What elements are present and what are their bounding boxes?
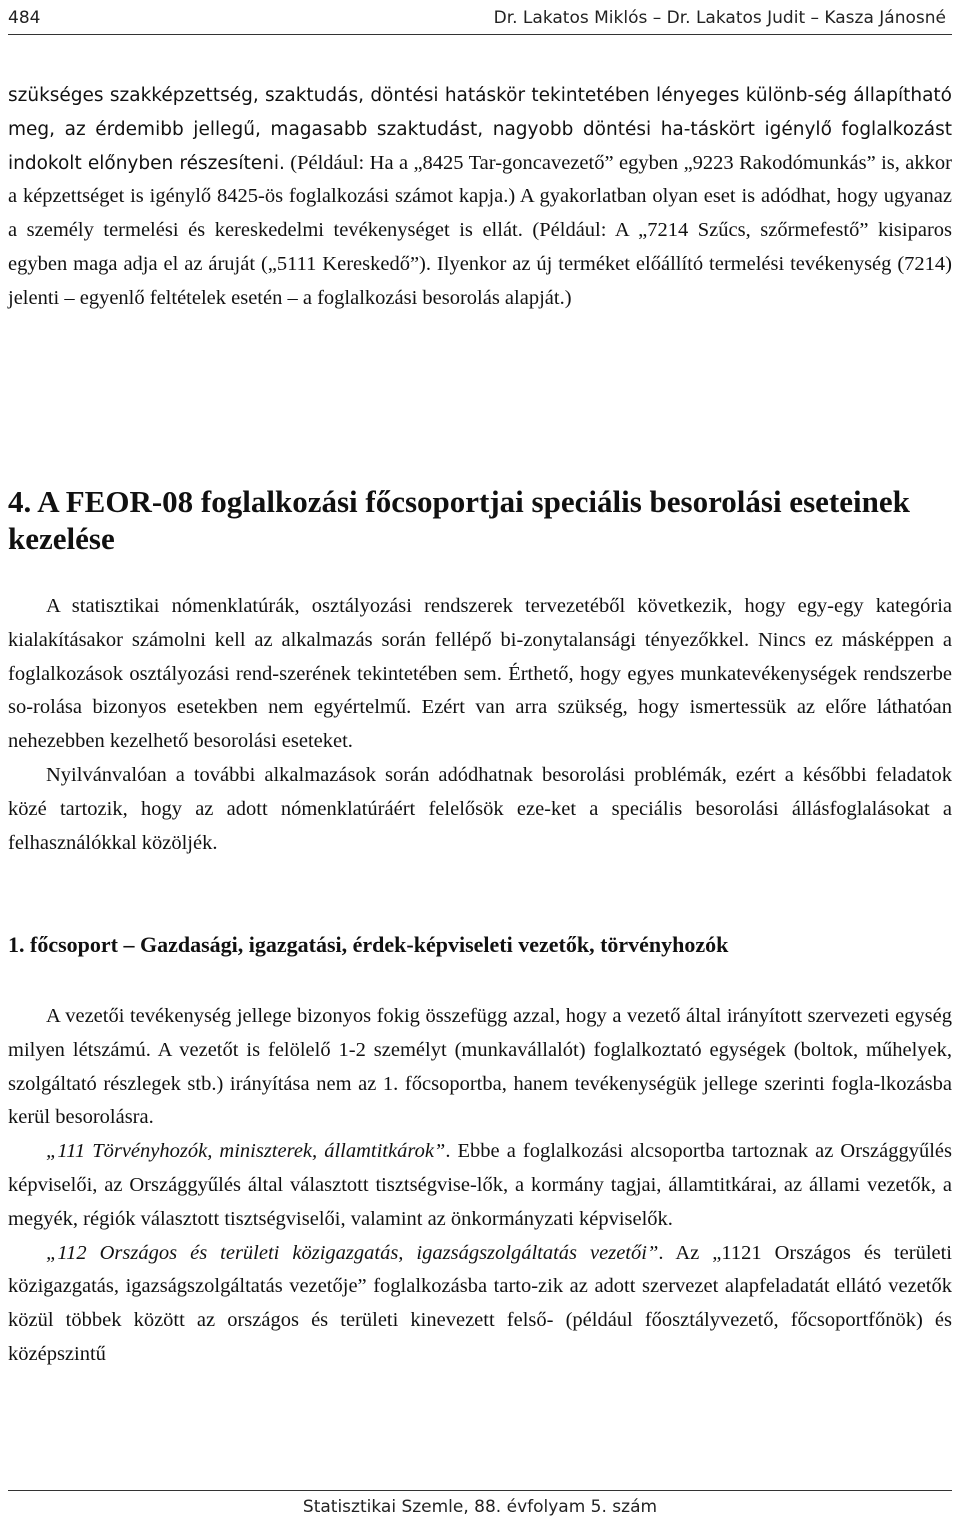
running-head-authors: Dr. Lakatos Miklós – Dr. Lakatos Judit – Kasza Jánosné — [493, 8, 946, 28]
intro-paragraph — [8, 79, 952, 316]
subgroup-112-text: . Az „1121 Országos és területi közigazgatás, igazságszolgáltatás vezetője” foglalkozásba tarto-zik az adott szervezet alapfeladatát ellátó vezetők közül többek között az országos és területi kinevezett felső- (például főosztályvezető, főcsoportfőnök) és középszintű — [8, 1241, 952, 1365]
subgroup-112-title: „112 Országos és területi közigazgatás, igazságszolgáltatás vezetői” — [46, 1241, 659, 1264]
group-1-body — [8, 1000, 952, 1372]
section-heading: 4. A FEOR-08 foglalkozási főcsoportjai speciális besorolási eseteinek kezelése — [8, 484, 910, 556]
group-1-paragraph-1: A vezetői tevékenység jellege bizonyos fokig összefügg azzal, hogy a vezető által irányított szervezeti egység milyen létszámú. A vezetőt is felölelő 1-2 személyt (munkavállalót) foglalkoztató egységek (boltok, műhelyek, szolgáltató részlegek stb.) irányítása nem az 1. főcsoportba, hanem tevékenységük jellege szerinti fogla-lkozásba kerül besorolásra. — [8, 1005, 952, 1129]
section-paragraph-2: Nyilvánvalóan a további alkalmazások során adódhatnak besorolási problémák, ezért a későbbi feladatok közé tartozik, hogy az adott nómenklatúráért felelősök eze-ket a speciális besorolási állásfoglalásokat a felhasználókkal közöljék. — [8, 763, 952, 854]
group-1-paragraph-3 — [8, 1237, 952, 1372]
section-body — [8, 590, 952, 860]
header-divider — [8, 34, 952, 35]
group-1-paragraph-2 — [8, 1135, 952, 1236]
group-1-heading: 1. főcsoport – Gazdasági, igazgatási, érdek-képviseleti vezetők, törvényhozók — [8, 932, 729, 957]
page-header — [8, 4, 952, 36]
intro-sans-text: szükséges szakképzettség, szaktudás, döntési hatáskör tekintetében lényeges különb-ség állapítható meg, az érdemibb jellegű, magasabb szaktudást, nagyobb döntési ha-táskört igénylő foglalkozást indokolt előnyben részesíteni. — [8, 85, 952, 174]
journal-footer: Statisztikai Szemle, 88. évfolyam 5. szám — [302, 1497, 658, 1517]
subgroup-111-title: „111 Törvényhozók, miniszterek, államtitkárok” — [46, 1140, 446, 1163]
footer-divider — [8, 1490, 952, 1491]
section-paragraph-1: A statisztikai nómenklatúrák, osztályozási rendszerek tervezetéből következik, hogy egy-egy kategória kialakításakor számolni kell az alkalmazás során fellépő bi-zonytalansági tényezőkkel. Nincs ez másképpen a foglalkozások osztályozási rend-szerének tekintetében sem. Érthető, hogy egyes munkatevékenységek rendszerbe so-rolása bizonyos esetekben nem egyértelmű. Ezért van arra szükség, hogy ismertessük az előre láthatóan nehezebben kezelhető besorolási eseteket. — [8, 595, 952, 753]
page-number: 484 — [8, 8, 41, 28]
subgroup-111-text: . Ebbe a foglalkozási alcsoportba tartoznak az Országgyűlés képviselői, az Országgyűlés által választott tisztségvise-lők, a kormány tagjai, államtitkárai, az állami vezetők, a megyék, régiók választott tisztségviselői, valamint az önkormányzati képviselők. — [8, 1140, 952, 1230]
intro-serif-text: (Például: Ha a „8425 Tar-goncavezető” egyben „9223 Rakodómunkás” is, akkor a képzettséget is igénylő 8425-ös foglalkozási számot kapja.) A gyakorlatban olyan eset is adódhat, hogy ugyanaz a személy termelési és kereskedelmi tevékenységet is ellát. (Például: A „7214 Szűcs, szőrmefestő” kisiparos egyben maga adja el az áruját („5111 Kereskedő”). Ilyenkor az új terméket előállító termelési tevékenység (7214) jelenti – egyenlő feltételek esetén – a foglalkozási besorolás alapját.) — [8, 151, 952, 309]
